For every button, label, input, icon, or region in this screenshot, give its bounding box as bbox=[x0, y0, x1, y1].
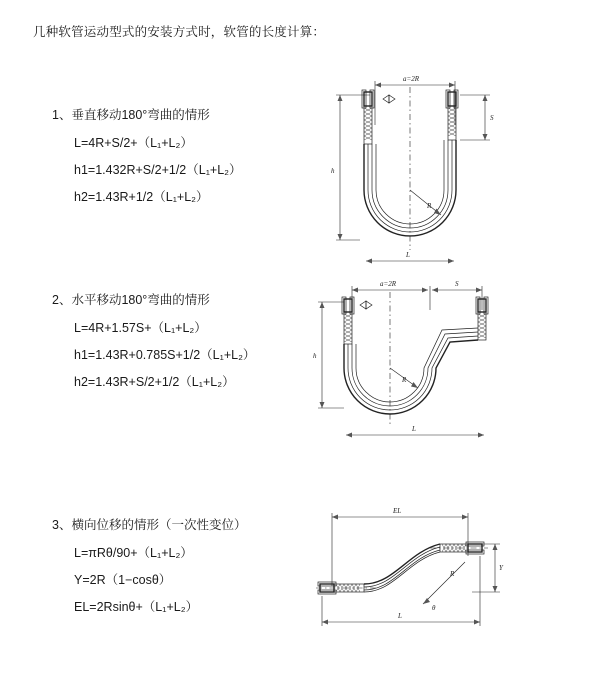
section-3-title: 3、横向位移的情形（一次性变位） bbox=[52, 518, 247, 532]
dim-label-h2: h bbox=[313, 352, 317, 360]
dim-label-s2: S bbox=[455, 280, 459, 288]
dim-label-l2: L bbox=[412, 425, 416, 433]
dim-label-s: S bbox=[490, 114, 494, 122]
dim-label-l3: L bbox=[398, 612, 402, 620]
section-2-formula-3: h2=1.43R+S/2+1/2（L₁+L₂） bbox=[74, 375, 235, 389]
section-2-formula-2: h1=1.43R+0.785S+1/2（L₁+L₂） bbox=[74, 348, 256, 362]
page-title: 几种软管运动型式的安装方式时，软管的长度计算： bbox=[33, 25, 326, 39]
section-3-text bbox=[52, 515, 302, 624]
dim-label-r2: R bbox=[402, 376, 407, 384]
dim-label-a2: a=2R bbox=[380, 280, 396, 288]
dim-label-theta: θ bbox=[432, 604, 436, 612]
section-1-formula-1: L=4R+S/2+（L₁+L₂） bbox=[74, 136, 193, 150]
dim-label-r: R bbox=[427, 202, 432, 210]
dim-label-el: EL bbox=[393, 507, 402, 515]
section-1-formula-3: h2=1.43R+1/2（L₁+L₂） bbox=[74, 190, 209, 204]
section-3-formula-3: EL=2Rsinθ+（L₁+L₂） bbox=[74, 600, 199, 614]
dim-label-l: L bbox=[406, 251, 410, 259]
section-3-formula-2: Y=2R（1−cosθ） bbox=[74, 573, 172, 587]
section-3-formula-1: L=πRθ/90+（L₁+L₂） bbox=[74, 546, 193, 560]
section-2-formula-1: L=4R+1.57S+（L₁+L₂） bbox=[74, 321, 207, 335]
section-2-text bbox=[52, 290, 302, 399]
section-2-diagram bbox=[300, 270, 515, 450]
section-1-formula-2: h1=1.432R+S/2+1/2（L₁+L₂） bbox=[74, 163, 242, 177]
section-1-title: 1、垂直移动180°弯曲的情形 bbox=[52, 108, 210, 122]
dim-label-a: a=2R bbox=[403, 75, 419, 83]
dim-label-h: h bbox=[331, 167, 335, 175]
dim-label-r3: R bbox=[450, 570, 455, 578]
section-3-diagram bbox=[290, 500, 520, 640]
section-1-text bbox=[52, 105, 302, 214]
dim-label-y: Y bbox=[499, 564, 503, 572]
section-2-title: 2、水平移动180°弯曲的情形 bbox=[52, 293, 210, 307]
section-1-diagram bbox=[300, 65, 515, 275]
